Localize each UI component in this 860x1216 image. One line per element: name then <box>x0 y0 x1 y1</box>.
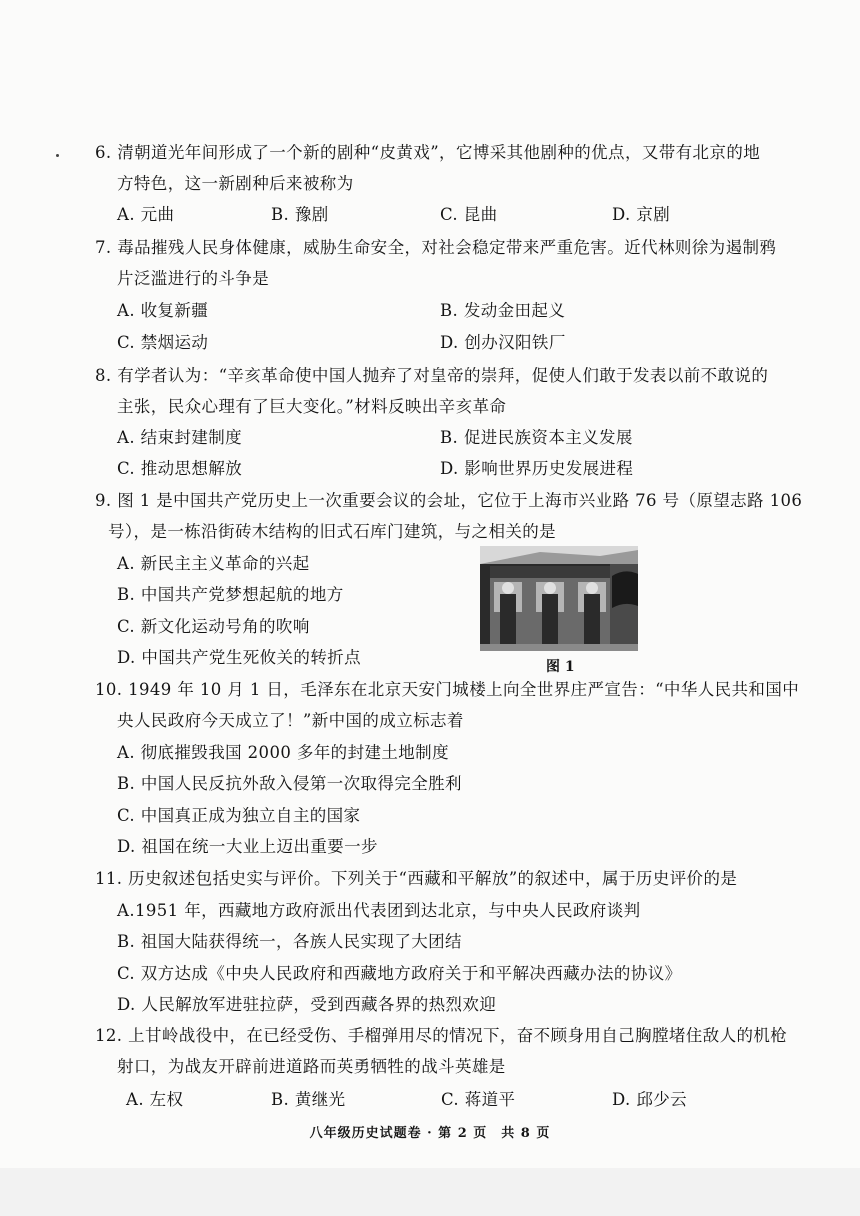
q8-option-d: D. 影响世界历史发展进程 <box>440 459 634 478</box>
q9-stem-line1: 9. 图 1 是中国共产党历史上一次重要会议的会址，它位于上海市兴业路 76 号（原望志路 106 <box>95 491 803 510</box>
scan-bottom-margin <box>0 1168 860 1216</box>
q6-option-a: A. 元曲 <box>117 205 175 224</box>
q6-option-c: C. 昆曲 <box>440 205 498 224</box>
page-footer: 八年级历史试题卷 · 第 2 页 共 8 页 <box>309 1126 551 1141</box>
figure-1-building-photo <box>480 546 638 651</box>
q11-option-c: C. 双方达成《中央人民政府和西藏地方政府关于和平解决西藏办法的协议》 <box>117 964 682 983</box>
q8-option-a: A. 结束封建制度 <box>117 428 243 447</box>
q7-option-a: A. 收复新疆 <box>117 301 209 320</box>
q11-option-a: A.1951 年，西藏地方政府派出代表团到达北京，与中央人民政府谈判 <box>117 901 641 920</box>
q10-stem-line2: 央人民政府今天成立了！”新中国的成立标志着 <box>117 711 464 730</box>
q12-option-b: B. 黄继光 <box>271 1090 346 1109</box>
q10-option-c: C. 中国真正成为独立自主的国家 <box>117 806 361 825</box>
q12-option-c: C. 蒋道平 <box>441 1090 516 1109</box>
q8-option-c: C. 推动思想解放 <box>117 459 243 478</box>
q9-option-a: A. 新民主主义革命的兴起 <box>117 554 310 573</box>
q6-stem-line2: 方特色，这一新剧种后来被称为 <box>117 174 354 193</box>
q10-stem-line1: 10. 1949 年 10 月 1 日，毛泽东在北京天安门城楼上向全世界庄严宣告：“中华人民共和国中 <box>95 680 800 699</box>
q10-option-d: D. 祖国在统一大业上迈出重要一步 <box>117 837 378 856</box>
q9-option-b: B. 中国共产党梦想起航的地方 <box>117 585 344 604</box>
q11-option-b: B. 祖国大陆获得统一，各族人民实现了大团结 <box>117 932 462 951</box>
q12-stem-line2: 射口，为战友开辟前进道路而英勇牺牲的战斗英雄是 <box>117 1057 506 1076</box>
q12-option-a: A. 左权 <box>126 1090 184 1109</box>
q6-option-b: B. 豫剧 <box>271 205 329 224</box>
q9-option-c: C. 新文化运动号角的吹响 <box>117 617 310 636</box>
q7-option-c: C. 禁烟运动 <box>117 333 209 352</box>
q8-option-b: B. 促进民族资本主义发展 <box>440 428 633 447</box>
q11-option-d: D. 人民解放军进驻拉萨，受到西藏各界的热烈欢迎 <box>117 995 497 1014</box>
q8-stem-line1: 8. 有学者认为：“辛亥革命使中国人抛弃了对皇帝的崇拜，促使人们敢于发表以前不敢说的 <box>95 366 769 385</box>
q7-stem-line1: 7. 毒品摧残人民身体健康，威胁生命安全，对社会稳定带来严重危害。近代林则徐为遏制鸦 <box>95 238 777 257</box>
scan-speck <box>56 154 59 157</box>
q12-option-d: D. 邱少云 <box>612 1090 688 1109</box>
figure-1-caption: 图 1 <box>546 659 575 675</box>
building-photo-illustration <box>480 546 638 651</box>
q9-option-d: D. 中国共产党生死攸关的转折点 <box>117 648 362 667</box>
q6-option-d: D. 京剧 <box>612 205 671 224</box>
q11-stem-line1: 11. 历史叙述包括史实与评价。下列关于“西藏和平解放”的叙述中，属于历史评价的是 <box>95 869 738 888</box>
q10-option-b: B. 中国人民反抗外敌入侵第一次取得完全胜利 <box>117 774 462 793</box>
q9-stem-line2: 号），是一栋沿街砖木结构的旧式石库门建筑，与之相关的是 <box>108 522 557 541</box>
q6-stem-line1: 6. 清朝道光年间形成了一个新的剧种“皮黄戏”，它博采其他剧种的优点，又带有北京的地 <box>95 143 761 162</box>
q7-option-d: D. 创办汉阳铁厂 <box>440 333 566 352</box>
q8-stem-line2: 主张，民众心理有了巨大变化。”材料反映出辛亥革命 <box>117 397 507 416</box>
q12-stem-line1: 12. 上甘岭战役中，在已经受伤、手榴弹用尽的情况下，奋不顾身用自己胸膛堵住敌人的机枪 <box>95 1026 788 1045</box>
q7-stem-line2: 片泛滥进行的斗争是 <box>117 269 270 288</box>
q10-option-a: A. 彻底摧毁我国 2000 多年的封建土地制度 <box>117 743 449 762</box>
q7-option-b: B. 发动金田起义 <box>440 301 566 320</box>
